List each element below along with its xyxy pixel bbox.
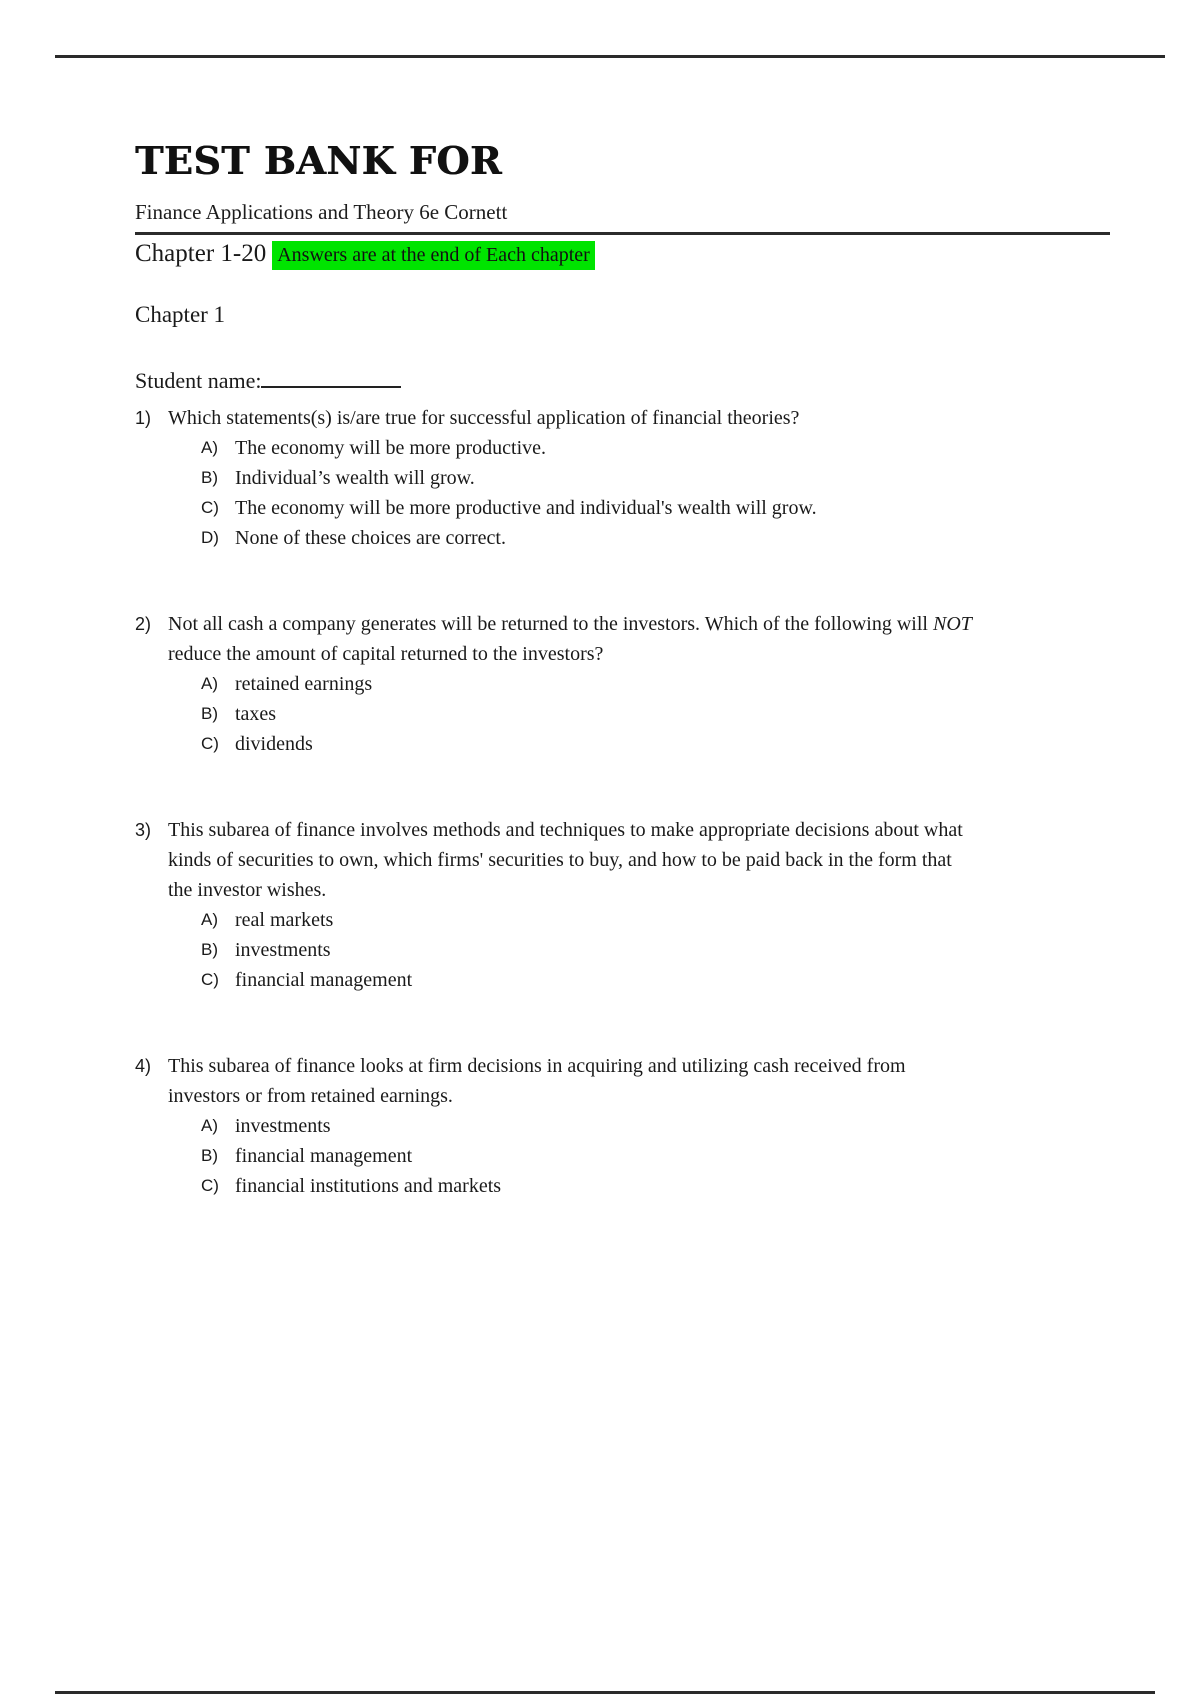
subtitle-divider [135, 232, 1110, 235]
option-row [201, 463, 980, 493]
option-text: taxes [235, 703, 277, 725]
student-name-row [135, 365, 1110, 397]
option-letter: C) [201, 734, 219, 753]
question-text-post: reduce the amount of capital returned to the investors? [168, 643, 604, 665]
chapter-range-row [135, 238, 1110, 271]
chapter-heading: Chapter 1 [135, 302, 226, 327]
question-number: 1) [135, 408, 152, 428]
option-letter: A) [201, 1116, 218, 1135]
option-letter: A) [201, 674, 218, 693]
option-letter: A) [201, 910, 218, 929]
chapter-range-label: Chapter 1-20 [135, 240, 267, 267]
document-subtitle: Finance Applications and Theory 6e Cornett [135, 200, 508, 224]
option-row [201, 729, 980, 759]
option-letter: B) [201, 468, 218, 487]
top-divider [55, 55, 1165, 58]
option-row [201, 965, 980, 995]
question-text-pre: Not all cash a company generates will be returned to the investors. Which of the following will [168, 613, 933, 635]
question-text [168, 609, 980, 669]
option-row [201, 1141, 980, 1171]
question-text: This subarea of finance involves methods and techniques to make appropriate decisions about what kinds of securities to own, which firms' securities to buy, and how to be paid back in the form that the investor wishes. [168, 819, 963, 901]
option-row [201, 523, 980, 553]
option-text: financial management [235, 969, 413, 991]
option-letter: C) [201, 970, 219, 989]
student-name-blank [261, 366, 401, 388]
question-text: Which statements(s) is/are true for successful application of financial theories? [168, 407, 800, 429]
option-text: financial institutions and markets [235, 1175, 502, 1197]
option-row [201, 669, 980, 699]
page-title: TEST BANK FOR [135, 138, 502, 183]
option-text: investments [235, 1115, 331, 1137]
option-text: The economy will be more productive. [235, 437, 547, 459]
option-letter: B) [201, 940, 218, 959]
option-text: retained earnings [235, 673, 373, 695]
option-letter: C) [201, 498, 219, 517]
answers-highlight-note: Answers are at the end of Each chapter [272, 241, 595, 270]
option-row [201, 1171, 980, 1201]
option-text: real markets [235, 909, 334, 931]
question-body [168, 815, 980, 995]
question-body [168, 1051, 980, 1201]
option-text: financial management [235, 1145, 413, 1167]
question-number: 4) [135, 1056, 152, 1076]
option-text: The economy will be more productive and individual's wealth will grow. [235, 497, 817, 519]
option-text: dividends [235, 733, 313, 755]
question-body [168, 403, 980, 553]
question-text: This subarea of finance looks at firm decisions in acquiring and utilizing cash received from investors or from retained earnings. [168, 1055, 906, 1107]
bottom-divider [55, 1691, 1155, 1694]
option-text: None of these choices are correct. [235, 527, 506, 549]
option-row [201, 493, 980, 523]
question-body [168, 609, 980, 759]
option-letter: B) [201, 704, 218, 723]
option-row [201, 935, 980, 965]
question-4 [135, 1051, 980, 1201]
question-number: 3) [135, 820, 152, 840]
option-letter: D) [201, 528, 219, 547]
question-text-italic: NOT [932, 613, 972, 635]
question-2 [135, 609, 980, 759]
option-letter: C) [201, 1176, 219, 1195]
option-text: Individual’s wealth will grow. [235, 467, 475, 489]
option-row [201, 433, 980, 463]
question-list [135, 403, 980, 1201]
option-letter: B) [201, 1146, 218, 1165]
student-name-label: Student name: [135, 368, 262, 393]
option-row [201, 905, 980, 935]
option-letter: A) [201, 438, 218, 457]
question-number: 2) [135, 614, 152, 634]
question-1 [135, 403, 980, 553]
option-row [201, 699, 980, 729]
option-row [201, 1111, 980, 1141]
option-text: investments [235, 939, 331, 961]
question-3 [135, 815, 980, 995]
